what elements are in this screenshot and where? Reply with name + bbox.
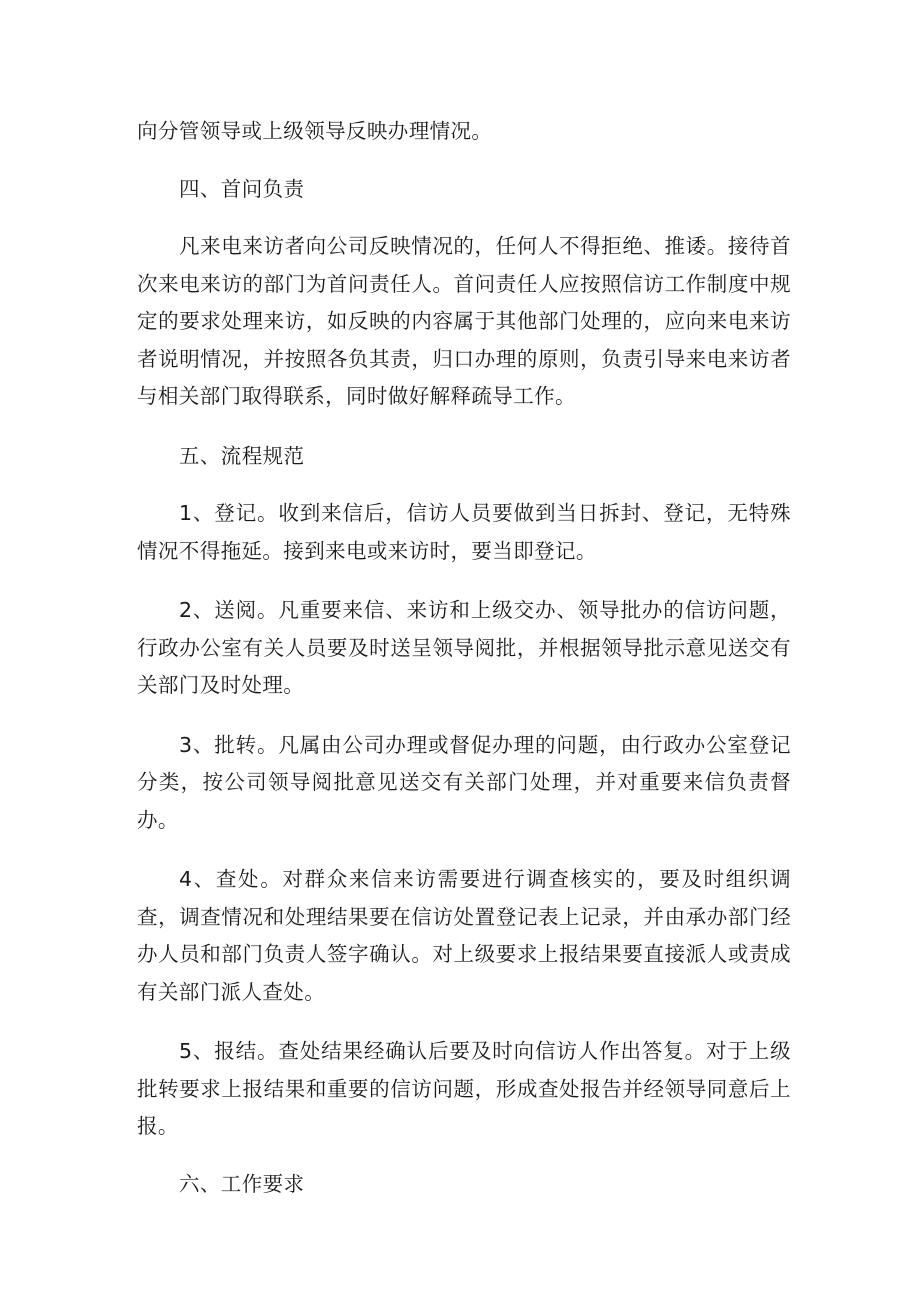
paragraph-gap [137,151,791,171]
paragraph-step-conclude: 5、报结。查处结果经确认后要及时向信访人作出答复。对于上级批转要求上报结果和重要的信访问题，形成查处报告并经领导同意后上报。 [137,1039,791,1138]
paragraph-step-forward: 3、批转。凡属由公司办理或督促办理的问题，由行政办公室登记分类，按公司领导阅批意见送交有关部门处理，并对重要来信负责督办。 [137,732,791,832]
paragraph-gap [137,416,791,438]
document-body [137,113,791,1203]
paragraph-gap [137,570,791,592]
paragraph-gap [137,1011,791,1033]
paragraph-gap [137,1146,791,1166]
paragraph-gap [137,839,791,861]
paragraph-gap [137,705,791,727]
section-heading-6: 六、工作要求 [179,1171,305,1196]
paragraph-step-review: 2、送阅。凡重要来信、来访和上级交办、领导批办的信访问题，行政办公室有关人员要及时送呈领导阅批，并根据领导批示意见送交有关部门及时处理。 [137,598,791,697]
paragraph-continuation: 向分管领导或上级领导反映办理情况。 [137,119,493,143]
section-heading-5: 五、流程规范 [179,443,305,468]
paragraph-step-investigate: 4、查处。对群众来信来访需要进行调查核实的，要及时组织调查，调查情况和处理结果要在信访处置登记表上记录，并由承办部门经办人员和部门负责人签字确认。对上级要求上报结果要直接派人或责成有关部门派人查处。 [137,867,791,1004]
paragraph-first-responder: 凡来电来访者向公司反映情况的，任何人不得拒绝、推诿。接待首次来电来访的部门为首问责任人。首问责任人应按照信访工作制度中规定的要求处理来访，如反映的内容属于其他部门处理的，应向来电来访者说明情况，并按照各负其责，归口办理的原则，负责引导来电来访者与相关部门取得联系，同时做好解释疏导工作。 [137,234,791,408]
paragraph-gap [137,208,791,228]
section-heading-4: 四、首问负责 [179,176,305,201]
paragraph-step-register: 1、登记。收到来信后，信访人员要做到当日拆封、登记，无特殊情况不得拖延。接到来电或来访时，要当即登记。 [137,501,791,563]
paragraph-gap [137,475,791,495]
